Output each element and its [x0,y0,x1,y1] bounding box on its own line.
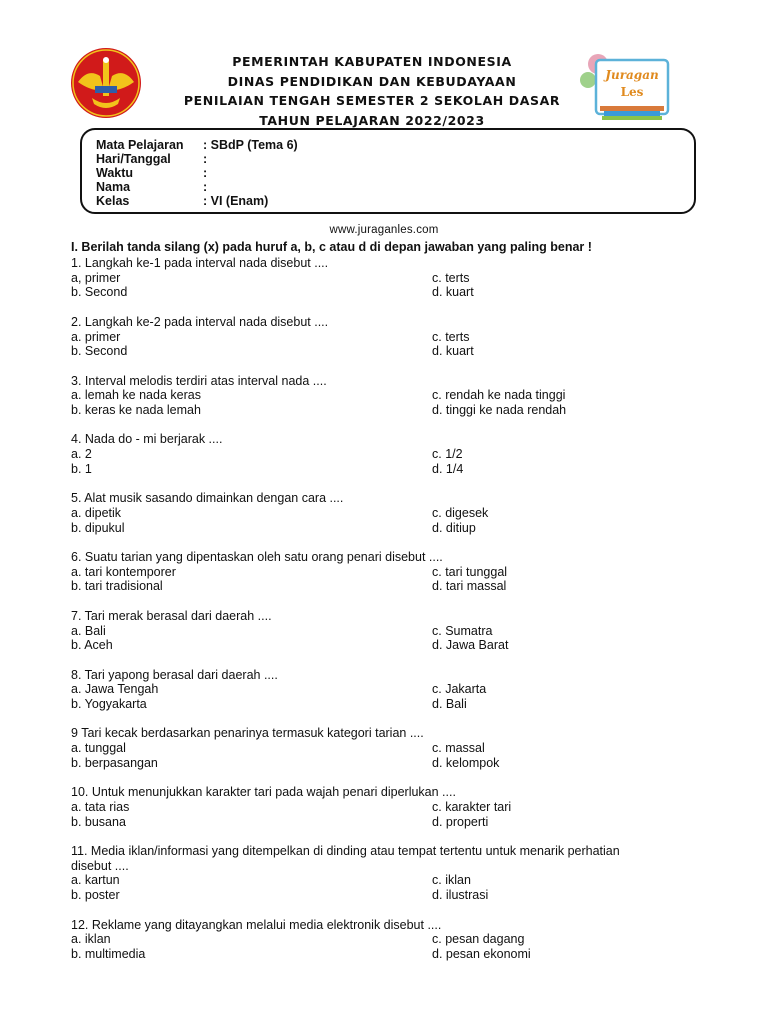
question-text: 9 Tari kecak berdasarkan penarinya termasuk kategori tarian .... [71,726,424,741]
question-text: 11. Media iklan/informasi yang ditempelkan di dinding atau tempat tertentu untuk menarik perhatian [71,844,620,858]
option-d: d. kuart [432,344,474,359]
option-a: a. tata rias [71,799,130,814]
info-value: : [203,166,208,180]
option-d: d. 1/4 [432,461,464,476]
info-value: : [203,152,208,166]
option-a: a. dipetik [71,505,122,520]
option-d: d. ditiup [432,520,476,535]
option-c: c. iklan [432,873,471,888]
option-a: a. lemah ke nada keras [71,388,201,403]
header-line-3: PENILAIAN TENGAH SEMESTER 2 SEKOLAH DASAR [183,93,561,108]
question-text: 2. Langkah ke-2 pada interval nada disebut .... [71,314,329,329]
option-d: d. tari massal [432,579,507,594]
option-b: b. multimedia [71,946,146,961]
option-c: c. 1/2 [432,447,463,462]
option-c: c. pesan dagang [432,932,525,947]
info-value: : [203,180,208,194]
option-a: a. tunggal [71,741,126,756]
instruction-text: I. Berilah tanda silang (x) pada huruf a, b, c atau d di depan jawaban yang paling benar ! [71,240,592,254]
option-d: d. pesan ekonomi [432,946,531,961]
header-line-1: PEMERINTAH KABUPATEN INDONESIA [232,54,512,69]
question-text: 7. Tari merak berasal dari daerah .... [71,608,272,623]
option-b: b. busana [71,814,126,829]
option-b: b. Second [71,285,128,300]
website-url: www.juraganles.com [329,224,439,236]
info-value: : VI (Enam) [203,194,269,208]
option-a: a, primer [71,270,121,285]
option-d: d. tinggi ke nada rendah [432,403,567,417]
exam-header [0,46,768,128]
option-c: c. tari tunggal [432,564,508,579]
option-b: b. keras ke nada lemah [71,403,201,417]
option-a: a. 2 [71,447,92,462]
question-text: 5. Alat musik sasando dimainkan dengan cara .... [71,491,344,506]
option-d: d. properti [432,814,489,829]
option-c: c. massal [432,741,485,756]
info-label: Waktu [96,166,134,180]
header-line-2: DINAS PENDIDIKAN DAN KEBUDAYAAN [227,73,517,89]
header-line-4: TAHUN PELAJARAN 2022/2023 [259,112,485,128]
question-text: 12. Reklame yang ditayangkan melalui media elektronik disebut .... [71,917,442,932]
option-b: b. Aceh [71,638,113,653]
option-d: d. Jawa Barat [432,638,509,653]
info-value: : SBdP (Tema 6) [203,138,298,152]
question-text: 10. Untuk menunjukkan karakter tari pada wajah penari diperlukan .... [71,785,456,800]
question-text: 3. Interval melodis terdiri atas interval nada .... [71,373,327,388]
tut-wuri-handayani-logo [64,46,148,120]
header-titles [160,52,584,130]
option-b: b. dipukul [71,520,125,535]
option-d: d. kelompok [432,755,500,770]
option-a: a. Jawa Tengah [71,682,159,697]
option-b: b. Second [71,344,128,359]
option-d: d. ilustrasi [432,888,489,903]
info-label: Kelas [96,194,130,208]
option-a: a. Bali [71,623,106,638]
option-c: c. terts [432,270,470,285]
les-text: Les [620,85,644,99]
info-label: Mata Pelajaran [96,138,184,152]
question-text: 4. Nada do - mi berjarak .... [71,432,223,447]
option-a: a. tari kontemporer [71,564,176,579]
option-b: b. Yogyakarta [71,697,147,711]
option-c: c. karakter tari [432,799,512,814]
option-b: b. poster [71,888,120,903]
option-d: d. Bali [432,697,467,711]
option-b: b. berpasangan [71,755,158,770]
option-a: a. kartun [71,873,120,888]
question-text: 8. Tari yapong berasal dari daerah .... [71,667,278,682]
option-a: a. iklan [71,932,111,947]
info-label: Nama [96,180,131,194]
option-c: c. digesek [432,505,489,520]
question-text: 6. Suatu tarian yang dipentaskan oleh satu orang penari disebut .... [71,550,443,564]
juragan-text: Juragan [605,68,659,82]
question-text: 1. Langkah ke-1 pada interval nada disebut .... [71,256,329,270]
info-label: Hari/Tanggal [96,152,171,166]
option-b: b. tari tradisional [71,579,163,594]
juragan-les-logo [574,46,674,122]
option-c: c. rendah ke nada tinggi [432,388,566,403]
option-a: a. primer [71,329,121,344]
question-text: disebut .... [71,858,129,873]
option-c: c. terts [432,329,470,344]
option-c: c. Sumatra [432,623,493,638]
option-d: d. kuart [432,285,474,300]
option-b: b. 1 [71,461,92,476]
student-info-box [80,128,696,214]
option-c: c. Jakarta [432,682,487,697]
